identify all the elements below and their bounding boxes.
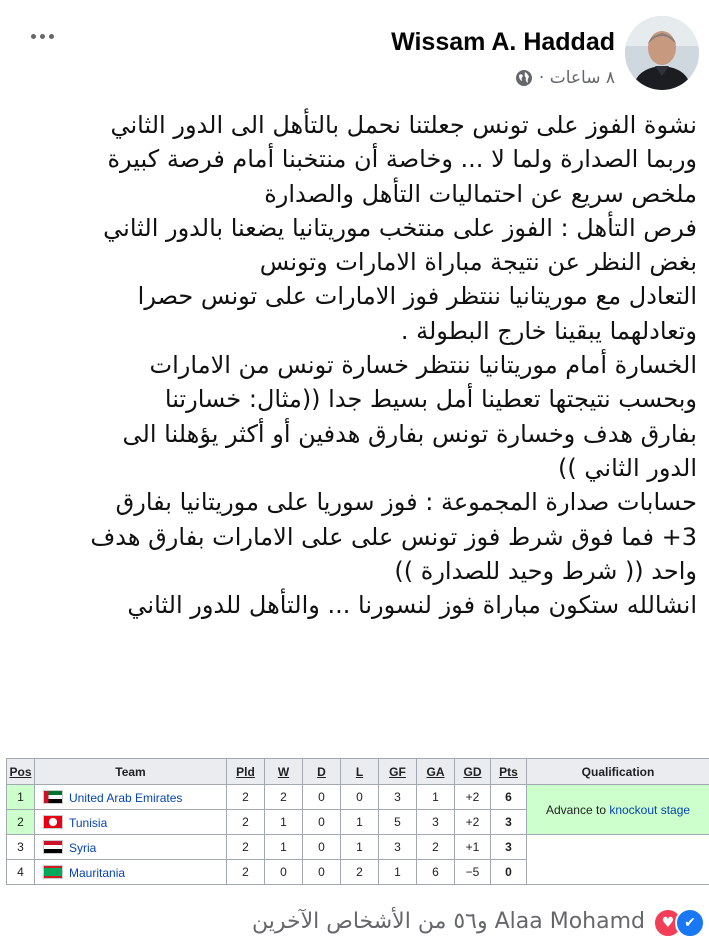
- post-line: وربما الصدارة ولما لا ... وخاصة أن منتخبنا أمام فرصة كبيرة: [44, 142, 697, 176]
- cell-w: 1: [265, 810, 303, 835]
- col-header-l: L: [341, 759, 379, 785]
- table-row: [7, 835, 709, 860]
- cell-pts: 0: [491, 860, 527, 885]
- cell-gf: 5: [379, 810, 417, 835]
- post-line: وتعادلهما يبقينا خارج البطولة .: [44, 314, 697, 348]
- col-header-d: D: [303, 759, 341, 785]
- cell-d: 0: [303, 860, 341, 885]
- cell-pts: 3: [491, 835, 527, 860]
- cell-d: 0: [303, 810, 341, 835]
- post-line: الخسارة أمام موريتانيا ننتظر خسارة تونس من الامارات: [44, 348, 697, 382]
- cell-gd: +2: [455, 785, 491, 810]
- post-header: [0, 0, 709, 100]
- table-header-row: [7, 759, 709, 785]
- cell-d: 0: [303, 785, 341, 810]
- cell-w: 2: [265, 785, 303, 810]
- knockout-stage-link[interactable]: knockout stage: [609, 803, 690, 817]
- cell-gd: −5: [455, 860, 491, 885]
- cell-ga: 1: [417, 785, 455, 810]
- heart-icon[interactable]: ♥: [653, 908, 683, 938]
- team-link[interactable]: Tunisia: [69, 816, 107, 830]
- post-line: الدور الثاني )): [44, 451, 697, 485]
- cell-pos: 3: [7, 835, 35, 860]
- cell-l: 0: [341, 785, 379, 810]
- cell-team: [35, 785, 227, 810]
- cell-pts: 6: [491, 785, 527, 810]
- reactions-summary[interactable]: Alaa Mohamd و٥٦ من الأشخاص الآخرين: [252, 909, 645, 934]
- col-header-gf: GF: [379, 759, 417, 785]
- author-name[interactable]: Wissam A. Haddad: [391, 28, 615, 57]
- cell-pld: 2: [227, 860, 265, 885]
- cell-qualification-empty: [527, 835, 709, 885]
- cell-w: 1: [265, 835, 303, 860]
- avatar[interactable]: [625, 16, 699, 90]
- cell-pld: 2: [227, 810, 265, 835]
- post-line: نشوة الفوز على تونس جعلتنا نحمل بالتأهل الى الدور الثاني: [44, 108, 697, 142]
- cell-ga: 3: [417, 810, 455, 835]
- cell-gf: 3: [379, 785, 417, 810]
- like-icon[interactable]: ✔: [675, 908, 705, 938]
- uae-flag-icon: [43, 790, 63, 804]
- post-line: ملخص سريع عن احتماليات التأهل والصدارة: [44, 177, 697, 211]
- col-header-pos: Pos: [7, 759, 35, 785]
- mauritania-flag-icon: [43, 865, 63, 879]
- standings-table-image[interactable]: [6, 758, 709, 885]
- profile-photo: [625, 16, 699, 90]
- qualification-prefix: Advance to: [546, 803, 609, 817]
- cell-d: 0: [303, 835, 341, 860]
- col-header-pld: Pld: [227, 759, 265, 785]
- cell-pos: 4: [7, 860, 35, 885]
- more-options-icon[interactable]: [26, 26, 58, 46]
- timestamp[interactable]: ٨ ساعات ·: [539, 68, 615, 88]
- cell-pts: 3: [491, 810, 527, 835]
- team-link[interactable]: Syria: [69, 841, 96, 855]
- cell-pld: 2: [227, 835, 265, 860]
- post-line: فرص التأهل : الفوز على منتخب موريتانيا يضعنا بالدور الثاني: [44, 211, 697, 245]
- post-line: بغض النظر عن نتيجة مباراة الامارات وتونس: [44, 245, 697, 279]
- cell-ga: 2: [417, 835, 455, 860]
- post-line: انشالله ستكون مباراة فوز لنسورنا ... والتأهل للدور الثاني: [44, 588, 697, 622]
- post-line: واحد (( شرط وحيد للصدارة )): [44, 554, 697, 588]
- cell-qualification: [527, 785, 709, 835]
- post-line: وبحسب نتيجتها تعطينا أمل بسيط جدا ((مثال: خسارتنا: [44, 382, 697, 416]
- col-header-qualification: Qualification: [527, 759, 709, 785]
- globe-icon: [515, 69, 533, 87]
- syria-flag-icon: [43, 840, 63, 854]
- reactions-bar: [0, 900, 709, 927]
- post-line: بفارق هدف وخسارة تونس بفارق هدفين أو أكثر يؤهلنا الى: [44, 417, 697, 451]
- col-header-gd: GD: [455, 759, 491, 785]
- cell-pos: 2: [7, 810, 35, 835]
- cell-team: [35, 810, 227, 835]
- cell-team: [35, 835, 227, 860]
- cell-ga: 6: [417, 860, 455, 885]
- col-header-team: Team: [35, 759, 227, 785]
- cell-gf: 1: [379, 860, 417, 885]
- table-row: [7, 785, 709, 810]
- post-line: 3+ فما فوق شرط فوز تونس على على الامارات بفارق هدف: [44, 520, 697, 554]
- tunisia-flag-icon: [43, 815, 63, 829]
- post-meta: [515, 66, 615, 90]
- cell-l: 1: [341, 810, 379, 835]
- cell-l: 1: [341, 835, 379, 860]
- cell-l: 2: [341, 860, 379, 885]
- cell-pld: 2: [227, 785, 265, 810]
- cell-gd: +1: [455, 835, 491, 860]
- col-header-pts: Pts: [491, 759, 527, 785]
- col-header-ga: GA: [417, 759, 455, 785]
- post-line: حسابات صدارة المجموعة : فوز سوريا على موريتانيا بفارق: [44, 485, 697, 519]
- cell-gf: 3: [379, 835, 417, 860]
- team-link[interactable]: Mauritania: [69, 866, 125, 880]
- post-line: التعادل مع موريتانيا ننتظر فوز الامارات على تونس حصرا: [44, 279, 697, 313]
- col-header-w: W: [265, 759, 303, 785]
- cell-pos: 1: [7, 785, 35, 810]
- post-body: [44, 108, 697, 622]
- cell-w: 0: [265, 860, 303, 885]
- cell-gd: +2: [455, 810, 491, 835]
- standings-table: [6, 758, 709, 885]
- team-link[interactable]: United Arab Emirates: [69, 791, 182, 805]
- cell-team: [35, 860, 227, 885]
